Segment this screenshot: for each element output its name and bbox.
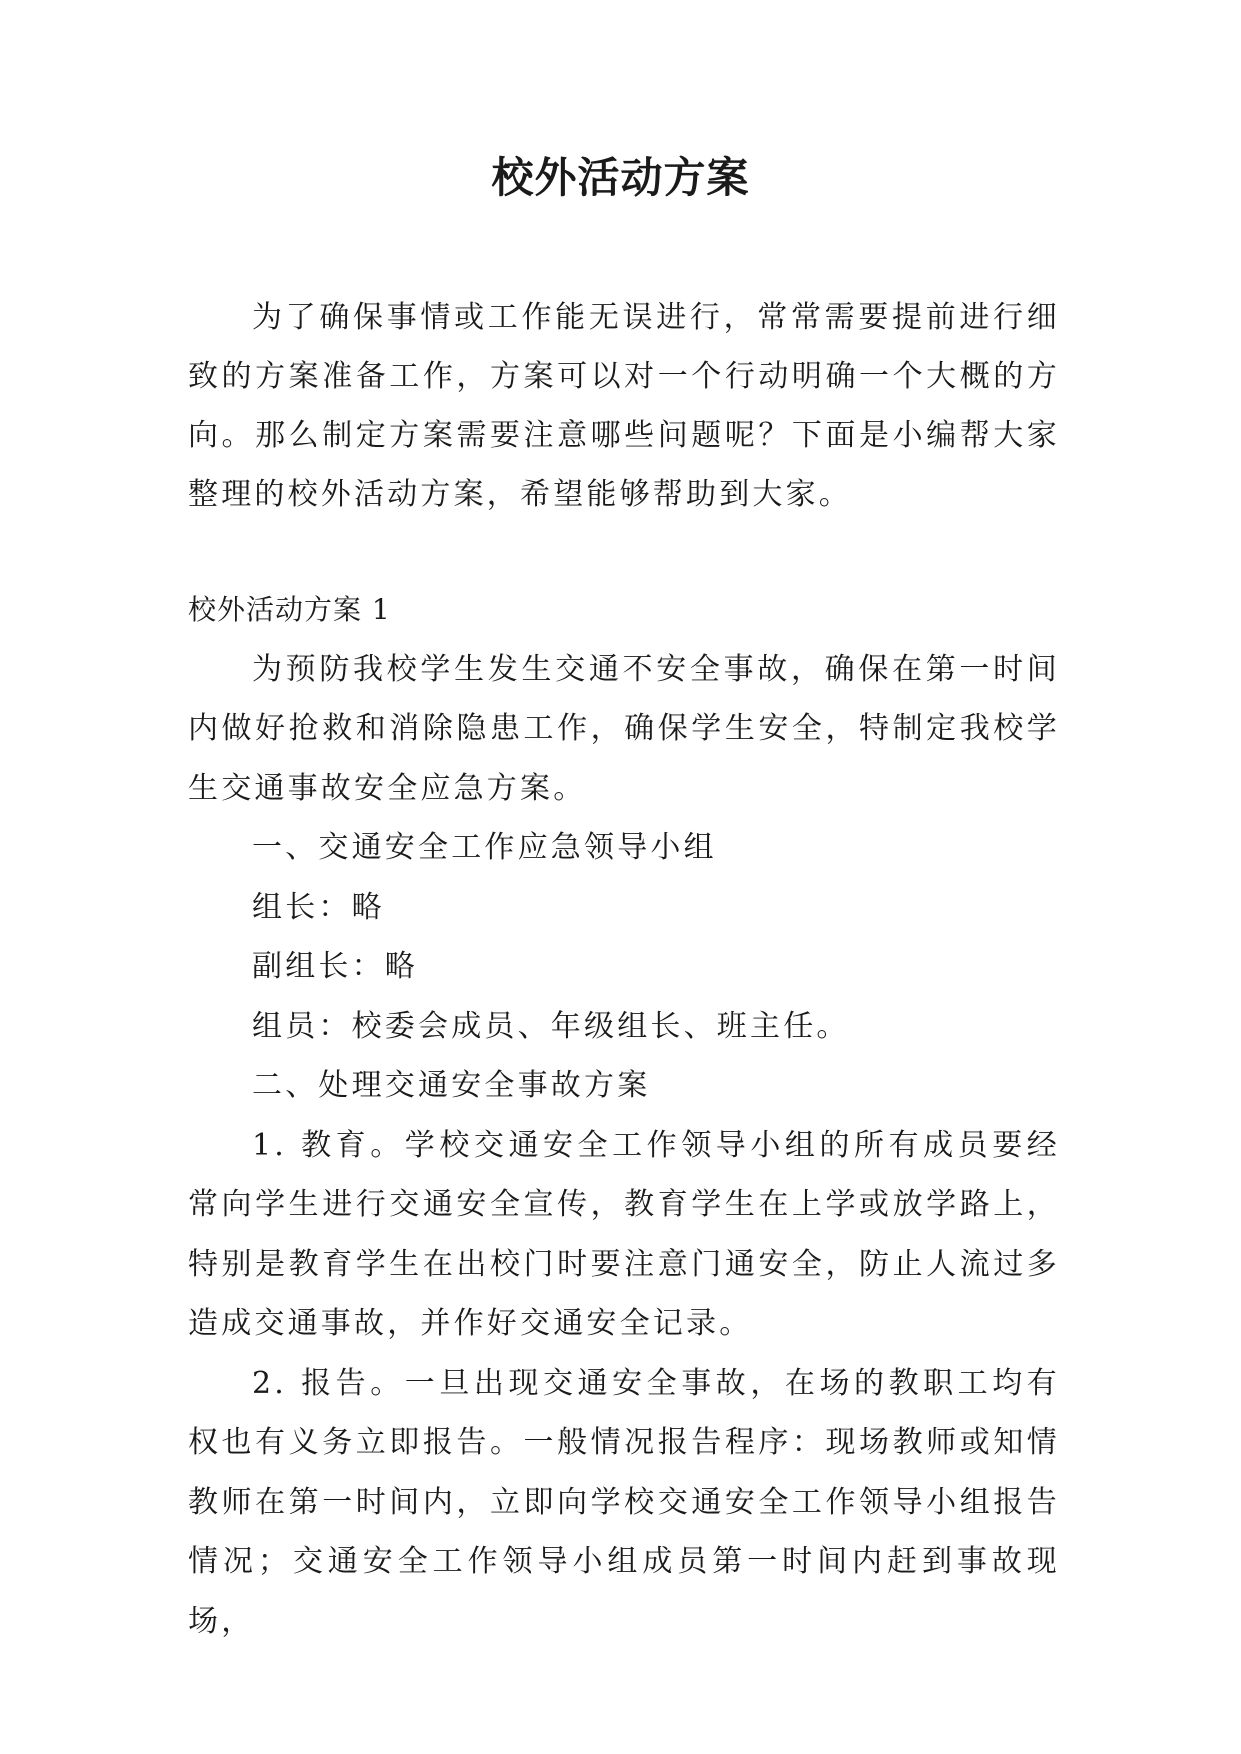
section-heading: 校外活动方案 1 (188, 593, 391, 626)
paragraph: 2. 报告。一旦出现交通安全事故，在场的教职工均有权也有义务立即报告。一般情况报告程序：现场教师或知情教师在第一时间内，立即向学校交通安全工作领导小组报告情况；交通安全工作领导小组成员第一时间内赶到事故现场， (188, 1365, 1060, 1639)
section-block (188, 580, 1060, 1651)
intro-paragraph: 为了确保事情或工作能无误进行，常常需要提前进行细致的方案准备工作，方案可以对一个行动明确一个大概的方向。那么制定方案需要注意哪些问题呢？下面是小编帮大家整理的校外活动方案，希望能够帮助到大家。 (188, 300, 1060, 512)
intro-block (188, 288, 1060, 524)
paragraph: 副组长：略 (252, 949, 418, 984)
paragraph: 为预防我校学生发生交通不安全事故，确保在第一时间内做好抢救和消除隐患工作，确保学生安全，特制定我校学生交通事故安全应急方案。 (188, 651, 1060, 806)
paragraph: 一、交通安全工作应急领导小组 (252, 830, 717, 865)
paragraph: 组长：略 (252, 889, 385, 925)
paragraph: 二、处理交通安全事故方案 (252, 1068, 651, 1103)
document-title: 校外活动方案 (491, 153, 750, 202)
paragraph: 1. 教育。学校交通安全工作领导小组的所有成员要经常向学生进行交通安全宣传，教育学生在上学或放学路上，特别是教育学生在出校门时要注意门通安全，防止人流过多造成交通事故，并作好交通安全记录。 (188, 1127, 1060, 1341)
paragraph: 组员：校委会成员、年级组长、班主任。 (252, 1008, 850, 1044)
